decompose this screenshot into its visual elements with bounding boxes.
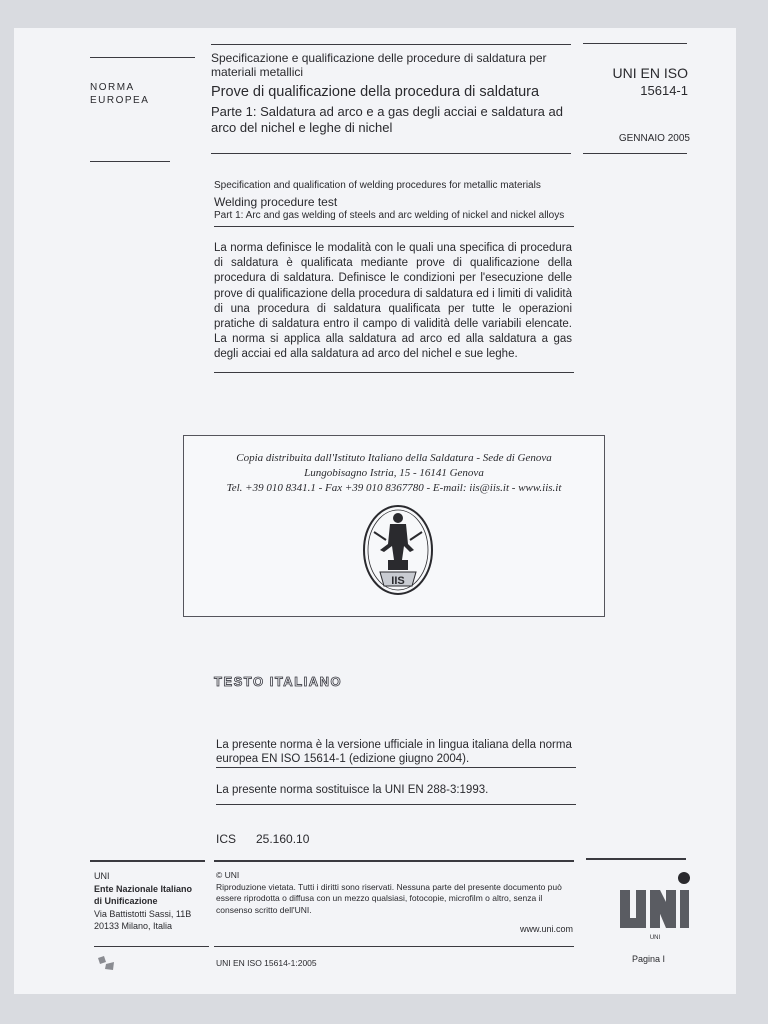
iis-logo-icon (360, 502, 436, 598)
standard-code-line2: 15614-1 (640, 83, 688, 98)
stamp-text (184, 451, 604, 496)
italian-title-small: Specificazione e qualificazione delle procedure di saldatura per materiali metallici (211, 51, 547, 79)
stamp-line1: Copia distribuita dall'Istituto Italiano della Saldatura - Sede di Genova (236, 452, 552, 464)
publication-date: GENNAIO 2005 (618, 133, 690, 144)
footer-rule-center (214, 860, 574, 862)
uni-abbr: UNI (94, 871, 110, 881)
para2-rule (216, 804, 576, 805)
ics-label: ICS (216, 832, 237, 846)
uni-address-block (94, 870, 209, 933)
footer-bottom-rule-left (94, 946, 209, 947)
stamp-line3: Tel. +39 010 8341.1 - Fax +39 010 8367780 - E-mail: iis@iis.it - www.iis.it (226, 482, 562, 494)
header-rule-center (211, 44, 571, 45)
iis-logo-text: IIS (391, 575, 405, 587)
distribution-stamp-box (183, 435, 605, 617)
norma-label-line1: NORMA (90, 82, 135, 93)
uni-address-line2: 20133 Milano, Italia (94, 921, 173, 931)
testo-italiano-heading: TESTO ITALIANO (214, 674, 343, 689)
abstract-text: La norma definisce le modalità con le quali una specifica di procedura di saldatura è qualificata mediante prove di qualificazione della procedura di saldatura. Definisce le condizioni per l'esecuzione delle prove di qualificazione della procedura di saldatura ed i limiti di validità di una procedura di saldatura qualificata per tutte le operazioni pratiche di saldatura entro il campo di validità delle variabili elencate. La norma si applica alla saldatura ad arco ed alla saldatura a gas degli acciai ed alla saldatura ad arco del nichel e sue leghe. (214, 242, 572, 361)
standard-code-line1: UNI EN ISO (612, 65, 688, 81)
footer-bottom-rule-center (214, 946, 574, 947)
footer-rule-right (586, 858, 686, 860)
footer-standard-code: UNI EN ISO 15614-1:2005 (216, 958, 317, 968)
small-stamp-icon (96, 954, 116, 972)
footer-rule-left (90, 860, 205, 862)
page-number: Pagina I (632, 954, 666, 964)
uni-address-line1: Via Battistotti Sassi, 11B (94, 908, 192, 919)
uni-logo-icon (616, 868, 694, 942)
official-version-note: La presente norma è la versione ufficiale in lingua italiana della norma europea EN ISO 15614-1 (edizione giugno 2004). (216, 739, 572, 765)
header-bottom-rule-left (90, 161, 170, 162)
abstract-rule (214, 372, 574, 373)
stamp-line2: Lungobisagno Istria, 15 - 16141 Genova (304, 467, 484, 479)
uni-name-line1: Ente Nazionale Italiano (94, 883, 193, 894)
uni-logo-text: UNI (649, 935, 661, 941)
header-bottom-rule-right (583, 153, 687, 154)
header-bottom-rule-center (211, 153, 571, 154)
para1-rule (216, 767, 576, 768)
norma-label-line2: EUROPEA (90, 95, 150, 106)
italian-part-title: Parte 1: Saldatura ad arco e a gas degli acciai e saldatura ad arco del nichel e leghe di nichel (211, 104, 563, 135)
english-title-large: Welding procedure test (214, 195, 338, 209)
uni-website: www.uni.com (520, 924, 574, 934)
header-rule-right (583, 43, 687, 44)
norma-europea-label (90, 81, 149, 107)
english-part-title: Part 1: Arc and gas welding of steels and arc welding of nickel and nickel alloys (214, 210, 565, 221)
copyright-text: Riproduzione vietata. Tutti i diritti sono riservati. Nessuna parte del presente documento può essere riprodotta o diffusa con un mezzo qualsiasi, fotocopie, microfilm o altro, senza il consenso scritto dell'UNI. (216, 881, 562, 915)
header-rule-left (90, 57, 195, 58)
supersedes-note: La presente norma sostituisce la UNI EN 288-3:1993. (216, 784, 489, 796)
copyright-mark: © UNI (216, 870, 240, 880)
english-rule (214, 226, 574, 227)
ics-value: 25.160.10 (256, 832, 310, 846)
copyright-block (216, 870, 576, 916)
uni-name-line2: di Unificazione (94, 896, 158, 906)
italian-title-large: Prove di qualificazione della procedura di saldatura (211, 84, 540, 100)
english-title-small: Specification and qualification of welding procedures for metallic materials (214, 180, 541, 191)
